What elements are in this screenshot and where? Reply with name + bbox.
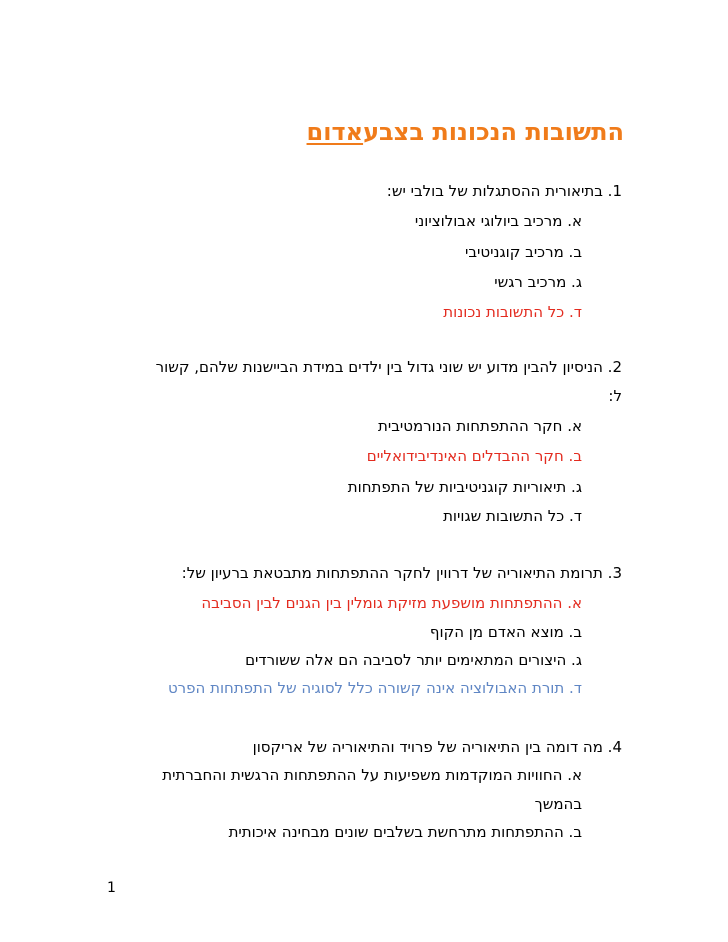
question-text-continuation: ל: bbox=[608, 387, 622, 405]
question-2-option-a bbox=[378, 416, 582, 436]
question-4-option-a-continuation bbox=[535, 794, 582, 814]
option-text: תורת האבולוציה אינה קשורה כלל לסוגיה של התפתחות הפרט bbox=[167, 679, 565, 697]
question-4-option-a bbox=[162, 765, 582, 785]
question-2-option-d bbox=[443, 506, 582, 526]
option-text: כל התשובות נכונות bbox=[443, 303, 565, 321]
option-label: א. bbox=[567, 766, 582, 784]
option-text: ההתפתחות מתרחשת בשלבים שונים מבחינה איכותית bbox=[228, 823, 564, 841]
option-text-continuation: בהמשך bbox=[534, 795, 582, 813]
option-text: ההתפתחות מושפעת מזיקת גומלין בין הגנים לבין הסביבה bbox=[201, 594, 563, 612]
option-text: חקר ההתפתחות הנורמטיבית bbox=[378, 417, 563, 435]
option-label: ג. bbox=[571, 478, 582, 496]
question-number: 4. bbox=[607, 738, 622, 756]
question-3-option-d bbox=[168, 678, 582, 698]
option-label: ג. bbox=[571, 651, 582, 669]
question-3 bbox=[182, 563, 622, 583]
question-1-option-d-correct bbox=[443, 302, 582, 322]
question-1-option-c bbox=[494, 272, 582, 292]
question-4 bbox=[253, 737, 622, 757]
question-text: הניסיון להבין מדוע יש שוני גדול בין ילדים במידת הביישנות שלהם, קשור bbox=[155, 358, 603, 376]
option-text: תיאוריות קוגניטיביות של התפתחות bbox=[347, 478, 567, 496]
option-text: חקר ההבדלים האינדיבידואליים bbox=[366, 447, 564, 465]
option-label: א. bbox=[567, 594, 582, 612]
question-text: מה דומה בין התיאוריה של פרויד והתיאוריה של אריקסון bbox=[252, 738, 603, 756]
question-text: תרומת התיאוריה של דרווין לחקר ההתפתחות מתבטאת ברעיון של: bbox=[181, 564, 603, 582]
option-text: מרכיב רגשי bbox=[494, 273, 567, 291]
question-number: 1. bbox=[607, 182, 622, 200]
option-label: ד. bbox=[569, 507, 582, 525]
question-2-continuation bbox=[608, 386, 622, 406]
title-prefix: התשובות הנכונות בצבע bbox=[363, 118, 624, 146]
question-2-option-b-correct bbox=[367, 446, 582, 466]
question-4-option-b bbox=[229, 822, 582, 842]
question-number: 3. bbox=[607, 564, 622, 582]
option-label: ב. bbox=[568, 243, 582, 261]
option-text: כל התשובות שגויות bbox=[443, 507, 565, 525]
question-2-option-c bbox=[348, 477, 582, 497]
question-text: בתיאורית ההסתגלות של בולבי יש: bbox=[386, 182, 603, 200]
option-label: א. bbox=[567, 417, 582, 435]
option-text: מרכיב ביולוגי אבולוציוני bbox=[414, 212, 563, 230]
question-1-option-b bbox=[465, 242, 582, 262]
option-text: מוצא האדם מן הקוף bbox=[429, 623, 564, 641]
question-2 bbox=[156, 357, 622, 377]
option-label: ב. bbox=[568, 623, 582, 641]
option-label: א. bbox=[567, 212, 582, 230]
question-1 bbox=[387, 181, 622, 201]
option-text: החוויות המוקדמות משפיעות על ההתפתחות הרגשית והחברתית bbox=[162, 766, 563, 784]
title-accent-word: אדום bbox=[306, 118, 364, 146]
option-label: ד. bbox=[569, 303, 582, 321]
page-number: 1 bbox=[107, 880, 116, 896]
question-number: 2. bbox=[607, 358, 622, 376]
question-3-option-b bbox=[430, 622, 582, 642]
option-label: ב. bbox=[568, 823, 582, 841]
question-3-option-a-correct bbox=[201, 593, 582, 613]
option-label: ב. bbox=[568, 447, 582, 465]
option-label: ג. bbox=[571, 273, 582, 291]
option-text: היצורים המתאימים יותר לסביבה הם אלה ששורדים bbox=[245, 651, 567, 669]
page-title bbox=[307, 118, 624, 146]
option-label: ד. bbox=[569, 679, 582, 697]
question-1-option-a bbox=[415, 211, 582, 231]
option-text: מרכיב קוגניטיבי bbox=[465, 243, 564, 261]
question-3-option-c bbox=[245, 650, 582, 670]
